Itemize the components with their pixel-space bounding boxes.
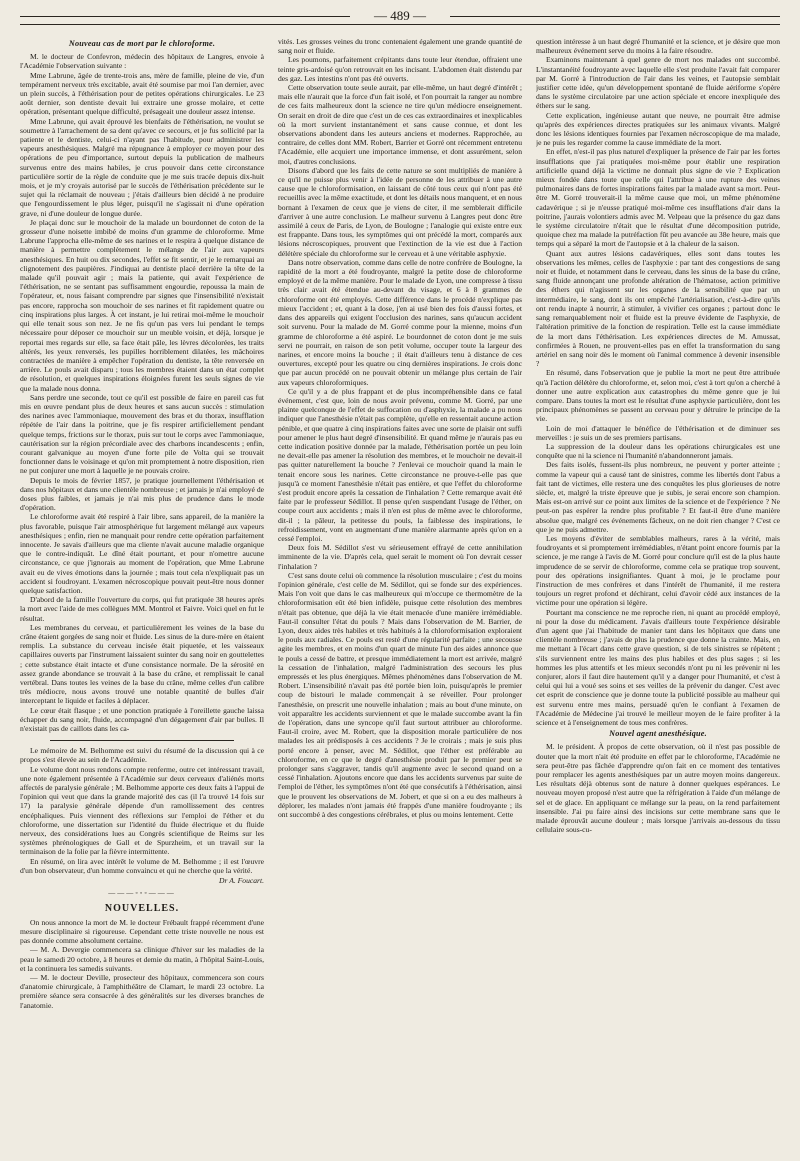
section-divider [50,740,234,741]
paragraph: Le cœur était flasque ; et une ponction pratiquée à l'oreillette gauche laissa échapper du sang noir, fluide, accompagné d'un dégagement d'air par bulles. Il n'existait pas de caillots dans les ca- [20,705,264,734]
paragraph: D'abord de la famille l'ouverture du corps, qui fut pratiquée 38 heures après la mort avec l'aide de mes collègues MM. Montrol et Faivre. Voici quel en fut le résultat. [20,595,264,623]
ornament-divider: ———◦◦◦——— [108,889,176,898]
paragraph: Les moyens d'éviter de semblables malheurs, rares à la vérité, mais foudroyants et si promptement irrémédiables, n'étant point encore fournis par la science, je me range à l'avis de M. Gorré pour conclure qu'il est de la plus haute imprudence de se servir de chloroforme, comme cela se pratique trop souvent, pour des opérations insignifiantes. Quant à moi, je le proclame pour l'instruction de mes confrères et dans l'intérêt de l'humanité, il me restera toujours un regret profond et déchirant, celui d'avoir cédé aux instances de la victime pour une opération si légère. [536,533,780,608]
column-1 [20,37,264,1157]
paragraph: M. le docteur de Confevron, médecin des hôpitaux de Langres, envoie à l'Académie l'observation suivante : [20,52,264,71]
article-heading-anesthetic-agent: Nouvel agent anesthésique. [609,729,707,739]
paragraph: La suppression de la douleur dans les opérations chirurgicales est une conquête que ni la science ni l'humanité n'abandonneront jamais. [536,441,780,461]
page-number: — 489 — [374,8,426,23]
article-heading-chloroform-death: Nouveau cas de mort par le chloroforme. [68,39,216,48]
text-columns [20,37,780,1157]
paragraph: En résumé, dans l'observation que je publie la mort ne peut être attribuée qu'à l'action délétère du chloroforme, et, selon moi, c'est à tort qu'on a cherché à donner une autre explication aux catastrophes du même genre que je lui compare. Dans toutes la mort est le résultat d'une asphyxie particulière, dont les principaux phénomènes se passent au cerveau pour y détruire le principe de la vie. [536,368,780,424]
news-heading: NOUVELLES. [104,903,180,915]
paragraph: Les poumons, parfaitement crépitants dans toute leur étendue, offraient une teinte gris-ardoisé qu'on retrouvait en les incisant. L'abdomen était distendu par des gaz. Les intestins n'ont pas été ouverts. [278,55,522,83]
paragraph: Depuis le mois de février 1857, je pratique journellement l'éthérisation et dans nos hôpitaux et dans une clientèle nombreuse ; et jamais je n'ai employé de doses plus faibles, et jamais je n'ai mis plus de prudence dans le mode d'opération. [20,475,264,513]
paragraph: Ce qu'il y a de plus frappant et de plus incompréhensible dans ce fatal événement, c'est que, loin de nous avoir prévenu, comme M. Gorré, par une plainte quelconque de l'effet de suffocation ou d'asphyxie, la malade a pu nous indiquer que l'anesthésie n'était pas complète, qu'elle en ressentait aucune action pénible, et que quatre à cinq inspirations faites avec une sorte de plaisir ont suffi pour amener le plus haut degré d'insensibilité. Et quand même je n'aurais pas eu cette indication positive donnée par la malade, l'éthérisation portée un peu loin ne devait-elle pas amener la résolution des membres, et le mouchoir ne devait-il pas quitter naturellement la bouche ? J'enlevai ce mouchoir quand la main le tenait encore sous les narines. Cette circonstance ne prouve-t-elle pas que jusqu'à ce moment l'anesthésie n'était pas entière, et que l'effet du chloroforme s'est produit encore après la cessation de l'inhalation ? Cette remarque avait été faite par le professeur Sédillot. Il pense qu'en suspendant l'usage de l'éther, on coupe court aux accidents ; mais il n'en est plus de même avec le chloroforme, dit-il ; la pâleur, la petitesse du pouls, la faiblesse des inspirations, le refroidissement, vont en augmentant d'une manière alarmante après qu'on en a cessé l'emploi. [278,386,522,543]
paragraph: Le mémoire de M. Belhomme est suivi du résumé de la discussion qui à ce propos s'est élevée au sein de l'Académie. [20,746,264,765]
paragraph: M. le président. À propos de cette observation, où il n'est pas possible de douter que la mort n'ait été produite en effet par le chloroforme, l'Académie ne sera peut-être pas fâchée d'apprendre qu'on fait en ce moment des tentatives pour remplacer les agents anesthésiques par un autre moyen moins dangereux. Les résultats déjà obtenus sont de nature à donner quelques espérances. Le nouveau moyen proposé n'est autre que la réfrigération à l'aide d'un mélange de sel et de glace. En appliquant ce mélange sur la peau, on la rend parfaitement insensible. J'ai pu faire ainsi des incisions sur cette membrane sans que le malade éprouvât aucune douleur ; mais lorsque j'arrivais au-dessous du tissu cellulaire sous-cu- [536,742,780,835]
news-item: — M. A. Devergie commencera sa clinique d'hiver sur les maladies de la peau le samedi 20 octobre, à 8 heures et demie du matin, à l'hôpital Saint-Louis, et la continuera les samedis suivants. [20,945,264,973]
paragraph: Quant aux autres lésions cadavériques, elles sont dans toutes les observations les mêmes, celles de l'asphyxie : par tant des congestions de sang noir et fluide, et notamment dans le cerveau, dans les sinus de la base du crâne, sang fluide annonçant une profonde altération de l'hématose, action primitive des éthers qui n'agissent sur les organes de la sensibilité que par un intermédiaire, le sang, dont ils ont empêché l'artérialisation, c'est-à-dire qu'ils ont rendu inapte à nourrir, à stimuler, à vivifier ces organes ; partout donc le sang remarquablement noir et fluide est la preuve évidente de l'asphyxie, de l'altération primitive de la fonction de respiration. Telle est la cause immédiate de la mort dans l'éthérisation. Les expériences directes de M. Amussat, confirmées à Rouen, ne prouvent-elles pas en effet la transformation du sang artériel en sang noir dès le moment où l'animal commence à devenir insensible ? [536,248,780,369]
paragraph: Les membranes du cerveau, et particulièrement les veines de la base du crâne étaient gorgées de sang noir et fluide. Les sinus de la dure-mère en étaient remplis. La substance du cerveau incisée était piquetée, et les vaisseaux capillaires ouverts par l'instrument laissaient suinter du sang noir en gouttelettes ; cette substance était intacte et d'une consistance normale. De la sérosité en assez grande abondance se trouvait à la base du crâne, et remplissait le canal vertébral. Dans toutes les veines de la base du crâne, même celles d'un calibre très médiocre, nous avons trouvé une notable quantité de bulles d'air interceptant le liquide et faciles à déplacer. [20,622,264,706]
column-3 [536,37,780,1157]
news-item: On nous annonce la mort de M. le docteur Frébault frappé récemment d'une mesure disciplinaire si rigoureuse. Cependant cette triste nouvelle ne nous est pas donnée comme absolument certaine. [20,917,264,946]
paragraph: vités. Les grosses veines du tronc contenaient également une grande quantité de sang noir et fluide. [278,37,522,56]
news-item: — M. le docteur Deville, prosecteur des hôpitaux, commencera son cours d'anatomie chirurgicale, à l'amphithéâtre de Clamart, le mardi 23 octobre. La première séance sera consacrée à des généralités sur les diverses branches de l'anatomie. [20,972,264,1010]
paragraph: Mme Labrune, qui avait éprouvé les bienfaits de l'éthérisation, ne voulut se soumettre à l'arrachement de sa dent qu'avec ce secours, et je fus sollicité par la patiente et le dentiste, celui-ci n'ayant pas l'habitude, pour administrer les vapeurs anesthésiques. Malgré ma répugnance à employer ce moyen pour des opérations de peu d'importance, surtout depuis la publication de malheurs survenus entre des mains habiles, je crus pouvoir dans cette circonstance particulière sortir de la règle de conduite que je me suis tracée depuis dix-huit mois, et je m'y croyais autorisé par le succès de l'éthérisation précédente sur le sujet qui la réclamait de nouveau ; j'étais d'ailleurs bien décidé à ne produire que l'engourdissement le plus léger, puisqu'il ne s'agissait ni d'une opération grave, ni d'une douleur de longue durée. [20,116,264,218]
paragraph: Le chloroforme avait été respiré à l'air libre, sans appareil, de la manière la plus favorable, puisque l'air atmosphérique fut largement mélangé aux vapeurs anesthésiques ; enfin, rien ne manquait pour rendre cette opération parfaitement innocente. Je savais d'ailleurs que ma cliente n'avait aucune maladie organique que le contre-indiquât. Le dîné était pourtant, et pour n'omettre aucune circonstance, ce que j'ignorais au moment de l'opération, que Mme Labrune avait eu de vives émotions dans la journée ; mais tout cela n'expliquait pas un accident si foudroyant. L'examen nécroscopique pouvait peut-être nous donner quelque satisfaction. [20,512,264,595]
paragraph: Cette observation toute seule aurait, par elle-même, un haut degré d'intérêt ; mais elle n'aurait que la force d'un fait isolé, et l'on pourrait la ranger au nombre de ces faits malheureux dont la science ne tire qu'un médiocre enseignement. On serait en droit de dire que c'est un de ces cas extraordinaires et inexplicables où la mort survient instantanément et sans cause connue, et dont les observations abondent dans les auteurs anciens et modernes. Rapprochée, au contraire, de celles dont MM. Robert, Barrier et Gorré ont récemment entretenu l'Académie, elle acquiert une importance immense, et dont assurément, selon moi, d'autres conclusions. [278,83,522,166]
paragraph: Deux fois M. Sédillot s'est vu sérieusement effrayé de cette annihilation imminente de la vie. D'après cela, quel serait le moment où l'on devrait cesser l'inhalation ? [278,543,522,571]
paragraph: question intéresse à un haut degré l'humanité et la science, et je désire que mon malheureux événement serve du moins à la faire résoudre. [536,37,780,56]
paragraph: Loin de moi d'attaquer le bénéfice de l'éthérisation et de diminuer ses merveilles : je suis un de ses premiers partisans. [536,423,780,442]
paragraph: Le volume dont nous rendons compte renferme, outre cet intéressant travail, une note également présentée à l'Académie sur deux cerveaux d'aliénés morts affectés de paralysie générale ; M. Belhomme apporte ces deux faits à l'appui de l'opinion qui veut que dans la grande majorité des cas (il l'a trouvé 14 fois sur 17) la paralysie générale dépende d'un ramollissement des centres encéphaliques. Puis viennent des réflexions sur l'emploi de l'éther et du chloroforme, une dissertation sur l'identité du fluide électrique et du fluide nerveux, des considérations lues au Congrès scientifique de Reims sur les systèmes phrénologiques de Gall et de Spurzheim, et un travail sur la terminaison de la folie par la fièvre intermittente. [20,764,264,857]
paragraph: Dans notre observation, comme dans celle de notre confrère de Boulogne, la rapidité de la mort a été foudroyante, malgré la petite dose de chloroforme employé et de la même manière. Pour le malade de Lyon, une compresse à tissu très clair avait été étendue au-devant du visage, et 6 à 8 grammes de chloroforme ont été employés. Cette différence dans le procédé n'explique pas mieux l'accident ; et, quant à la dose, j'en ai usé bien des fois d'aussi fortes, et dans des appareils qui exigent l'occlusion des narines, sans qu'aucun accident soit survenu. Pour la malade de M. Gorré comme pour la mienne, moins d'un gramme de chloroforme a été aspiré. Le bourdonnet de coton dont je me suis servi ne pourrait, en raison de son petit volume, occuper toute la largeur des narines, et encore moins la bouche ; il était d'ailleurs tenu à distance de ces ouvertures, excepté pour les quatre ou cinq dernières inspirations. Je crois donc que par aucun procédé on ne pouvait obtenir un mélange plus certain de l'air aux vapeurs chloroformiques. [278,257,522,387]
paragraph: Examinons maintenant à quel genre de mort nos malades ont succombé. L'instantanéité foudroyante avec laquelle elle s'est produite l'avait fait comparer par M. Gorré à l'introduction de l'air dans les veines, et l'autopsie semblait justifier cette idée, qu'un développement spontané de fluide aériforme s'opère dans le système circulatoire par une action spéciale et encore inexpliquée des éthers sur le sang. [536,55,780,111]
paragraph: Des faits isolés, fussent-ils plus nombreux, ne peuvent y porter atteinte ; comme la vapeur qui a causé tant de sinistres, comme les libertés dont l'abus a fait tant de victimes, elle restera une des conquêtes les plus glorieuses de notre siècle, et, malgré la triste épreuve que je subis, je serai encore son champion. Mais est-on arrivé sur ce point aux limites de la science et de l'expérience ? Ne peut-on pas espérer la rendre plus profitable ? Et faut-il être d'une manière absolue que, malgré ces événements fâcheux, on ne doit rien changer ? C'est ce que je ne puis admettre. [536,460,780,534]
page-header [20,8,780,25]
paragraph: Pourtant ma conscience ne me reproche rien, ni quant au procédé employé, ni pour la dose du médicament. J'avais d'ailleurs toute l'expérience désirable d'un agent que j'ai l'habitude de manier tant dans les hôpitaux que dans une clientèle nombreuse ; j'avais de plus la prudence que donne la crainte. Mais, en me mettant à l'écart dans cette grave question, si de tels sinistres se répètent ; s'ils surviennent entre les mains des plus habiles et des plus sages ; si les hommes les plus attentifs et les mieux secondés n'ont pu ni les prévenir ni les conjurer, alors il faut dire hautement qu'il y a danger pour l'humanité, et c'est à celui qui lui a voué ses soins et ses veilles de la prévenir du danger. C'est avec cet esprit de conscience que je donne toute la publicité possible au malheur qui est survenu entre mes mains, persuadé qu'en le confiant à l'examen de l'Académie de Médecine j'ai trouvé le meilleur moyen de le faire profiter à la science et à l'enseignement de tous mes confrères. [536,607,780,728]
column-2 [278,37,522,1157]
paragraph: Disons d'abord que les faits de cette nature se sont multipliés de manière à ce qu'il ne puisse plus venir à l'idée de personne de les attribuer à une autre cause que le chloroformisation, en laissant de côté tous ceux qui n'ont pas été recueillis avec la même exactitude, et dont les détails nous manquent, et en nous bornant à l'examen de ceux que je viens de citer, il me semblerait difficile d'arriver à une autre conclusion. Le malheur survenu à Langres peut donc être assimilé à ceux de Paris, de Lyon, de Boulogne ; l'analogie qui existe entre eux est frappante. Dans tous, les symptômes qui ont précédé la mort, comparés aux lésions nécroscopiques, prouvent que l'extinction de la vie est due à l'action délétère spéciale du chloroforme sur le cerveau et à une véritable asphyxie. [278,165,522,258]
header-rule-right [450,16,780,17]
paragraph: Cette explication, ingénieuse autant que neuve, ne pourrait être admise qu'après des expériences directes pratiquées sur les animaux vivants. Malgré donc les lésions identiques fournies par l'examen nécroscopique de ma malade, je ne puis les regarder comme la cause immédiate de la mort. [536,110,780,148]
paragraph: Je plaçai donc sur le mouchoir de la malade un bourdonnet de coton de la grosseur d'une noisette imbibé de moins d'un gramme de chloroforme. Mme Labrune l'approcha elle-même de ses narines et le respira à quelque distance de manière à permettre complètement le mélange de l'air aux vapeurs anesthésiques. En huit ou dix secondes, l'effet se fit sentir, et je le remarquai au clignotement des paupières. J'indiquai au dentiste placé derrière la tête de la malade qu'il pouvait agir ; mais la patiente, qui avait l'expérience de l'éthérisation, ne se sentant pas suffisamment engourdie, repoussa la main de l'opérateur, et, nous faisant comprendre par signes que l'insensibilité n'existait pas encore, rapprocha son mouchoir de ses narines et fit rapidement quatre ou cinq inspirations plus larges. À cet instant, je lui retirai moi-même le mouchoir qui elle tenait sous son nez. Je ne fis qu'un pas vers lui pendant le temps nécessaire pour déposer ce mouchoir sur un meuble voisin, et déjà, lorsque je reportai mes regards sur elle, sa face était pâle, les lèvres décolorées, les traits altérés, les yeux renversés, les pupilles horriblement dilatées, les mâchoires contractées de manière à empêcher l'opération du dentiste, la tête renversée en arrière. Le pouls avait disparu ; tous les membres étaient dans un état complet de résolution, et quelques inspirations éloignées furent les seuls signes de vie que la malade nous donna. [20,217,264,393]
paragraph: Mme Labrune, âgée de trente-trois ans, mère de famille, pleine de vie, d'un tempérament nerveux très excitable, avait été soumise par moi l'an dernier, avec un plein succès, à l'éthérisation pour de petites opérations chirurgicales. Le 23 août dernier, son dentiste devait lui extraire une grosse molaire, et cette opération, présentant quelque difficulté, présageait une douleur assez intense. [20,70,264,117]
paragraph: Sans perdre une seconde, tout ce qu'il est possible de faire en pareil cas fut mis en œuvre pendant plus de deux heures et sans aucun succès : stimulation des narines avec l'ammoniaque, mouvement des bras et du thorax, insufflation répétée de l'air dans la poitrine, que je fis respirer artificiellement pendant quelque temps, frictions sur le thorax, puis sur tout le corps avec l'ammoniaque, cautérisation sur la région précordiale avec des charbons incandescents ; enfin, courant galvanique au moyen d'une forte pile de Volta qui se trouvait fonctionner dans le voisinage et qu'on mit promptement à notre disposition, rien ne put conjurer une mort à laquelle je ne pouvais croire. [20,392,264,476]
paragraph: En effet, n'est-il pas plus naturel d'expliquer la présence de l'air par les fortes insufflations que j'ai pratiquées moi-même pour établir une respiration artificielle quand déjà la victime ne donnait plus signe de vie ? Explication mieux fondée dans toute que celle qui l'attribue à une rupture des veines pulmonaires dans de fortes inspirations faites par la malade avant sa mort. Peut-être M. Gorré trouverait-il la même cause que moi, un même phénomène cadavérique ; si je n'eusse pratiqué moi-même ces insufflations d'air dans la poitrine, j'aurais volontiers admis avec M. Velpeau que la présence du gaz dans le système circulatoire n'était que le résultat d'une décomposition putride, quoique chez ma malade la putréfaction fût peu avancée au 38e heure, mais que temps qui a séparé la mort de l'autopsie et à la chaleur de la saison. [536,147,780,249]
paragraph: En résumé, on lira avec intérêt le volume de M. Belhomme ; il est l'œuvre d'un bon observateur, d'un homme convaincu et qui ne cherche que la vérité. [20,856,264,875]
author-signature: Dr A. Foucart. [219,876,264,886]
header-rule-left [20,16,350,17]
paragraph: C'est sans doute celui où commence la résolution musculaire ; c'est du moins l'opinion générale, c'est celle de M. Sédillot, qui se fonde sur des expériences. Mais l'on voit que dans le cas malheureux qui m'occupe ce thermomètre de la chloroformisation eût été bien infidèle, puisque cette résolution des membres n'était pas obtenue, que déjà la vie était menacée d'une manière irrémédiable. Faut-il consulter l'état du pouls ? Mais dans l'observation de M. Barrier, de Lyon, deux aides très habiles et très habitués à la chloroformisation exploraient le pouls aux radiales. Ce pouls est resté d'une régularité parfaite ; une secousse agite les membres, et en moins d'un quart de minute l'un des aides annonce que le pouls a cessé de battre, et presque immédiatement la mort est arrivée, malgré la cessation de l'inhalation, malgré l'administration des secours les plus empressés et les plus énergiques. Mêmes phénomènes dans l'observation de M. Robert. L'insensibilité n'avait pas été portée bien loin, puisqu'après le premier coup de bistouri le malade commençait à se réveiller. Pour prolonger l'anesthésie, on prescrit une nouvelle inhalation ; mais au bout d'une minute, on voit apparaître les accidents surviennent et que le malade succombe avant la fin de l'opération, dans une syncope qu'il faut surtout attribuer au chloroforme. Faut-il croire, avec M. Robert, que la disposition morale particulière de nos malades les ait prédisposés à ces accidents ? Je le croirais ; mais je suis plus porté encore à penser, avec M. Sédillot, que l'éther est préférable au chloroforme, en ce que le degré d'anesthésie produit par le premier peut se prolonger sans s'aggraver, tandis qu'il augmente avec le second quand on a cessé l'inhalation. Ajoutons encore que dans les accidents survenus par suite de l'emploi de l'éther, les symptômes n'ont été que consécutifs à l'éthérisation, ainsi que le prouvent les observations de M. Jobert, et que si on a eu des malheurs à déplorer, les malades n'ont jamais été frappés d'une manière foudroyante ; ils ont succombé à des congestions cérébrales, et plus ou moins lentement. Cette [278,570,522,820]
